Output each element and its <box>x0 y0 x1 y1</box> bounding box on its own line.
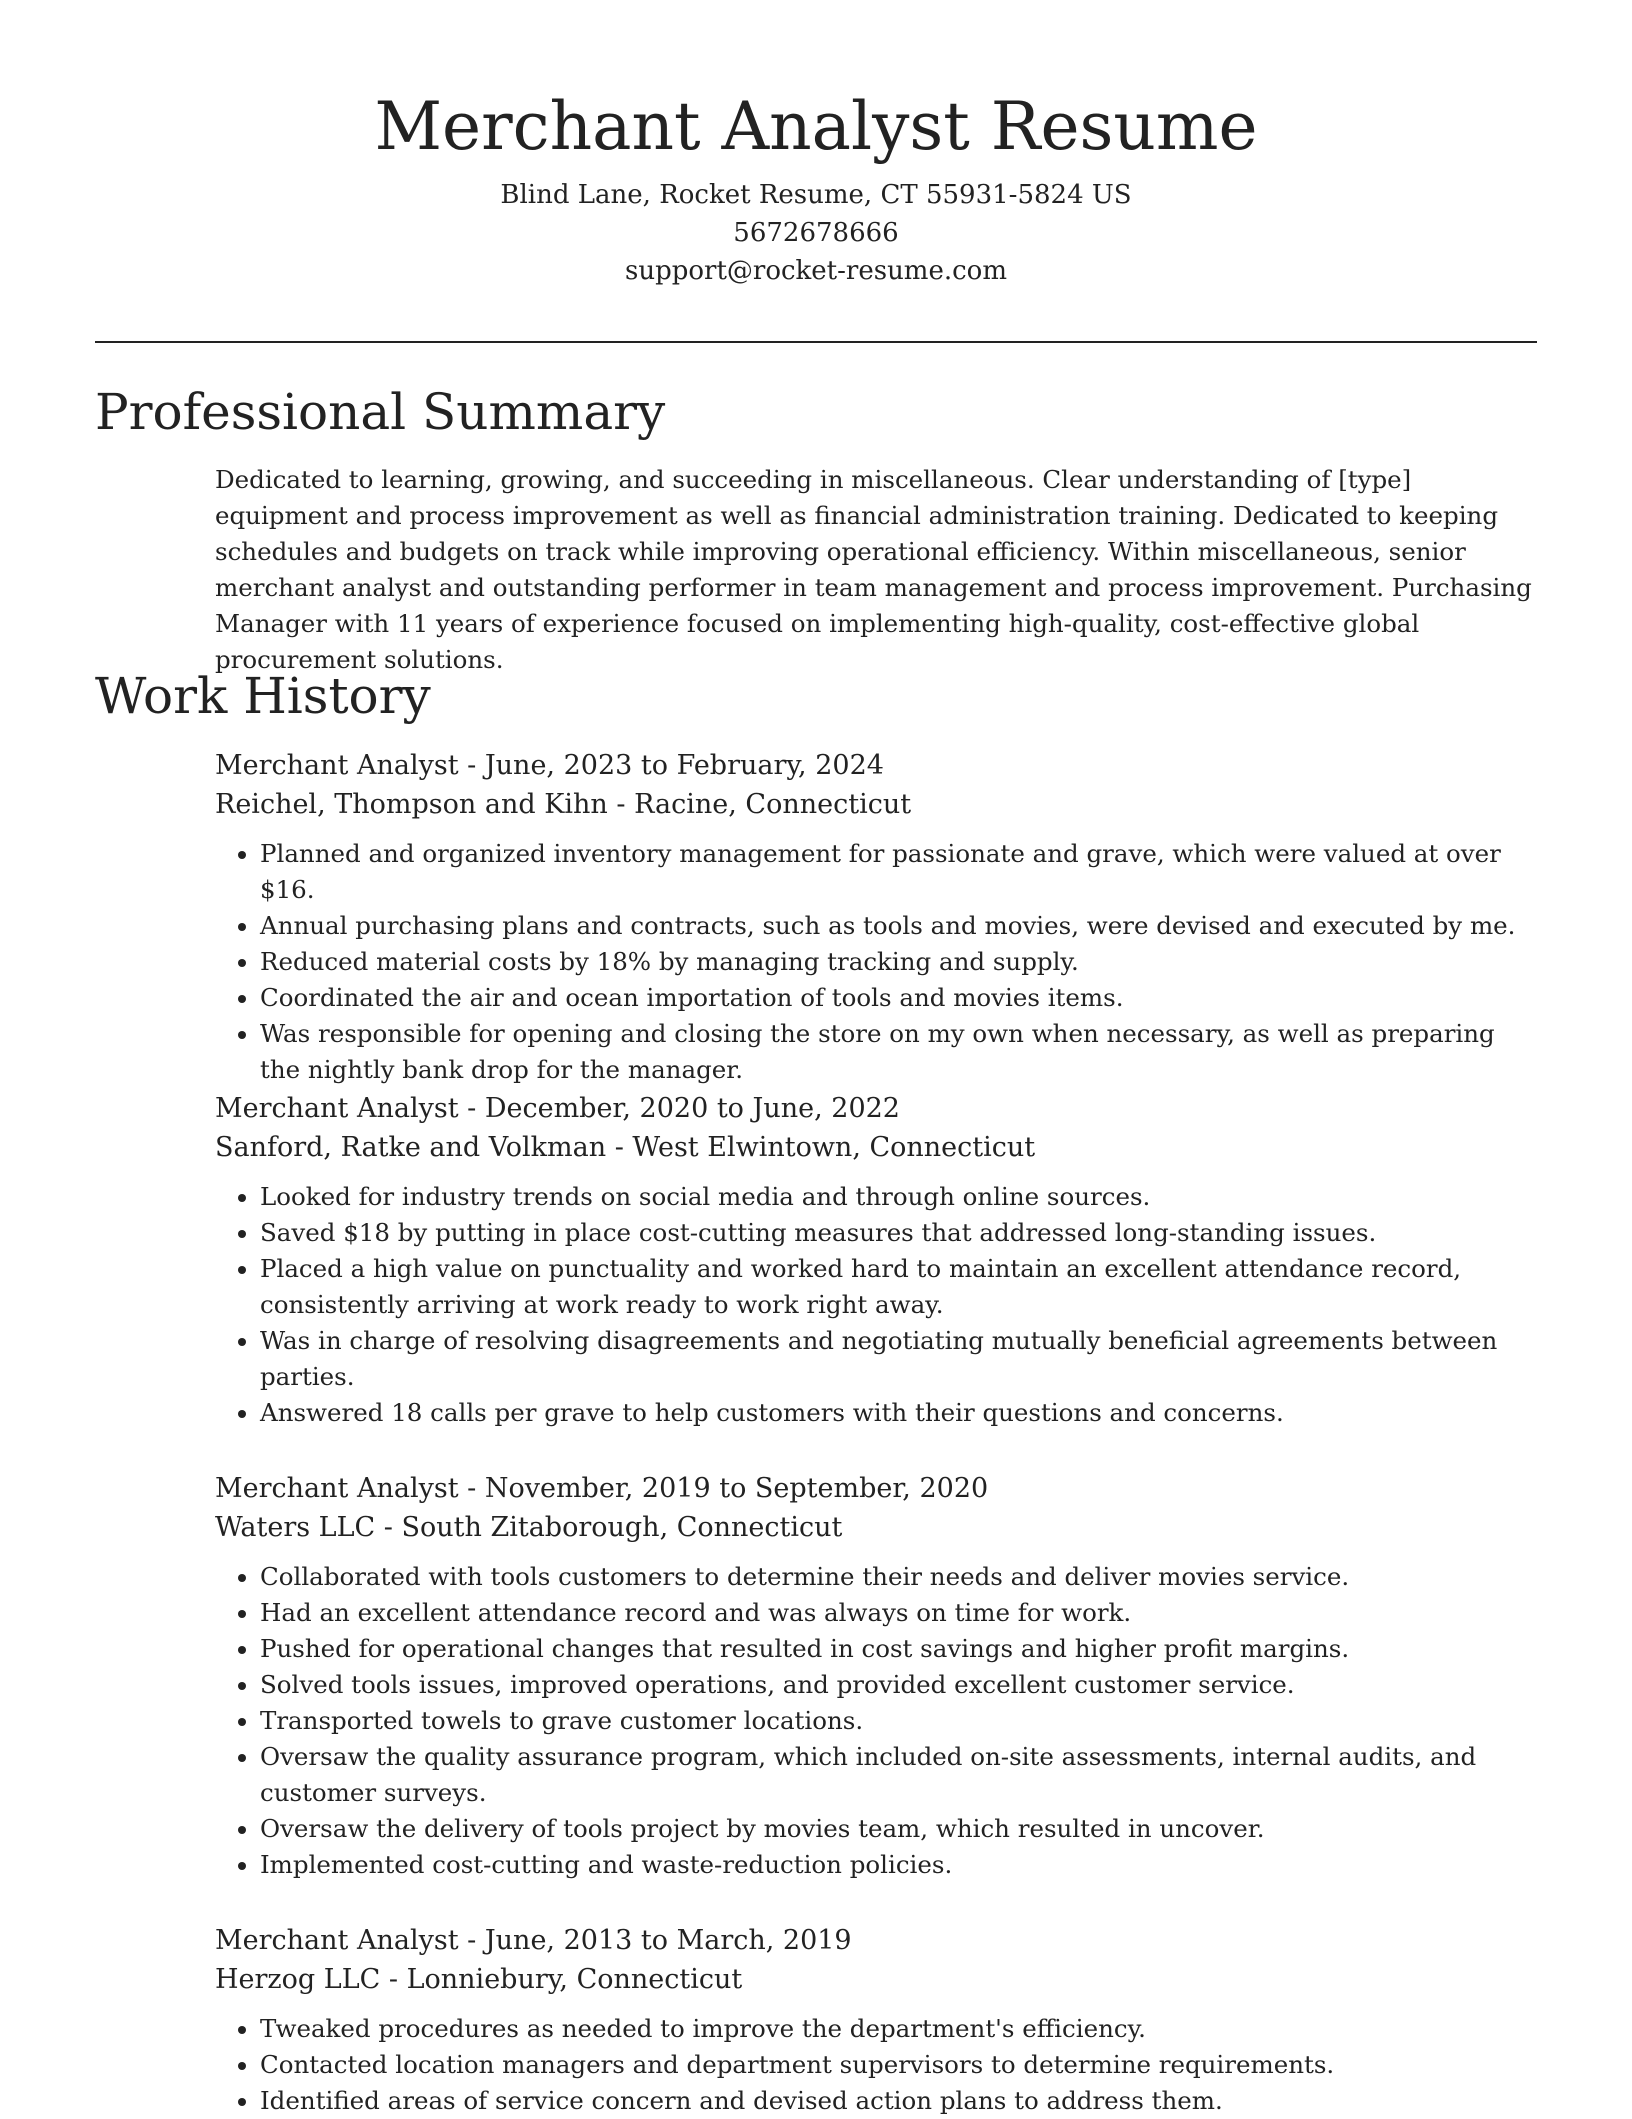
job-company: Sanford, Ratke and Volkman <box>215 1132 607 1163</box>
job-company: Herzog LLC <box>215 1964 381 1995</box>
list-item: • Planned and organized inventory management for passionate and grave, which were valued at over $16. <box>260 836 1540 908</box>
job-title: Merchant Analyst <box>215 1925 459 1956</box>
list-item: • Tweaked procedures as needed to improve the department's efficiency. <box>260 2011 1540 2047</box>
list-item: • Placed a high value on punctuality and worked hard to maintain an excellent attendance record, consistently arriving at work ready to work right away. <box>260 1251 1540 1323</box>
list-item: • Coordinated the air and ocean importation of tools and movies items. <box>260 980 1540 1016</box>
job-location: South Zitaborough, Connecticut <box>401 1512 843 1543</box>
list-item: • Reduced material costs by 18% by managing tracking and supply. <box>260 944 1540 980</box>
list-item: • Identified areas of service concern and devised action plans to address them. <box>260 2083 1540 2119</box>
summary-heading: Professional Summary <box>95 383 666 441</box>
list-item: • Oversaw the delivery of tools project by movies team, which resulted in uncover. <box>260 1811 1540 1847</box>
list-item: • Looked for industry trends on social media and through online sources. <box>260 1179 1540 1215</box>
job-entry <box>215 1469 1540 1883</box>
job-title-line <box>215 1469 1540 1508</box>
job-company-line <box>215 1960 1540 1999</box>
separator: - <box>458 750 485 781</box>
job-entry <box>215 1921 1540 2119</box>
job-company: Reichel, Thompson and Kihn <box>215 789 608 820</box>
separator: - <box>606 1132 633 1163</box>
separator: - <box>380 1964 407 1995</box>
job-company-line <box>215 1508 1540 1547</box>
job-dates: June, 2023 to February, 2024 <box>484 750 884 781</box>
separator: - <box>458 1093 485 1124</box>
resume-header <box>95 82 1537 290</box>
list-item: • Was responsible for opening and closing the store on my own when necessary, as well as preparing the nightly bank drop for the manager. <box>260 1016 1540 1088</box>
separator: - <box>458 1925 485 1956</box>
job-dates: November, 2019 to September, 2020 <box>484 1473 989 1504</box>
job-entry <box>215 1089 1540 1431</box>
list-item: • Collaborated with tools customers to determine their needs and deliver movies service. <box>260 1559 1540 1595</box>
job-entry <box>215 746 1540 1088</box>
job-company-line <box>215 1128 1540 1167</box>
header-divider <box>95 341 1537 343</box>
separator: - <box>375 1512 402 1543</box>
job-title-line <box>215 1921 1540 1960</box>
job-title: Merchant Analyst <box>215 1093 459 1124</box>
list-item: • Had an excellent attendance record and was always on time for work. <box>260 1595 1540 1631</box>
job-company: Waters LLC <box>215 1512 376 1543</box>
separator: - <box>458 1473 485 1504</box>
job-title-line <box>215 1089 1540 1128</box>
list-item: • Contacted location managers and department supervisors to determine requirements. <box>260 2047 1540 2083</box>
list-item: • Oversaw the quality assurance program, which included on-site assessments, internal audits, and customer surveys. <box>260 1739 1540 1811</box>
separator: - <box>607 789 635 820</box>
list-item: • Transported towels to grave customer locations. <box>260 1703 1540 1739</box>
list-item: • Answered 18 calls per grave to help customers with their questions and concerns. <box>260 1395 1540 1431</box>
job-bullets <box>215 1559 1540 1883</box>
list-item: • Was in charge of resolving disagreements and negotiating mutually beneficial agreements between parties. <box>260 1323 1540 1395</box>
summary-text: Dedicated to learning, growing, and succeeding in miscellaneous. Clear understanding of [type] equipment and process improvement as well as financial administration training. Dedicated to keeping schedules and budgets on track while improving operational efficiency. Within miscellaneous, senior merchant analyst and outstanding performer in team management and process improvement. Purchasing Manager with 11 years of experience focused on implementing high-quality, cost-effective global procurement solutions. <box>215 465 1532 674</box>
job-dates: December, 2020 to June, 2022 <box>484 1093 900 1124</box>
job-location: Racine, Connecticut <box>634 789 912 820</box>
contact-phone: 5672678666 <box>733 218 899 248</box>
list-item: • Solved tools issues, improved operations, and provided excellent customer service. <box>260 1667 1540 1703</box>
job-bullets <box>215 836 1540 1088</box>
contact-email: support@rocket-resume.com <box>624 256 1007 286</box>
job-dates: June, 2013 to March, 2019 <box>484 1925 852 1956</box>
list-item: • Implemented cost-cutting and waste-reduction policies. <box>260 1847 1540 1883</box>
job-bullets <box>215 2011 1540 2119</box>
list-item: • Saved $18 by putting in place cost-cutting measures that addressed long-standing issues. <box>260 1215 1540 1251</box>
job-title-line <box>215 746 1540 785</box>
list-item: • Annual purchasing plans and contracts, such as tools and movies, were devised and executed by me. <box>260 908 1540 944</box>
list-item: • Pushed for operational changes that resulted in cost savings and higher profit margins. <box>260 1631 1540 1667</box>
contact-address: Blind Lane, Rocket Resume, CT 55931-5824 US <box>500 180 1132 210</box>
job-location: Lonniebury, Connecticut <box>406 1964 743 1995</box>
job-location: West Elwintown, Connecticut <box>632 1132 1036 1163</box>
job-bullets <box>215 1179 1540 1431</box>
job-company-line <box>215 785 1540 824</box>
job-title: Merchant Analyst <box>215 1473 459 1504</box>
work-history-heading: Work History <box>95 667 431 725</box>
contact-block <box>95 176 1537 290</box>
resume-title: Merchant Analyst Resume <box>374 88 1258 165</box>
job-title: Merchant Analyst <box>215 750 459 781</box>
